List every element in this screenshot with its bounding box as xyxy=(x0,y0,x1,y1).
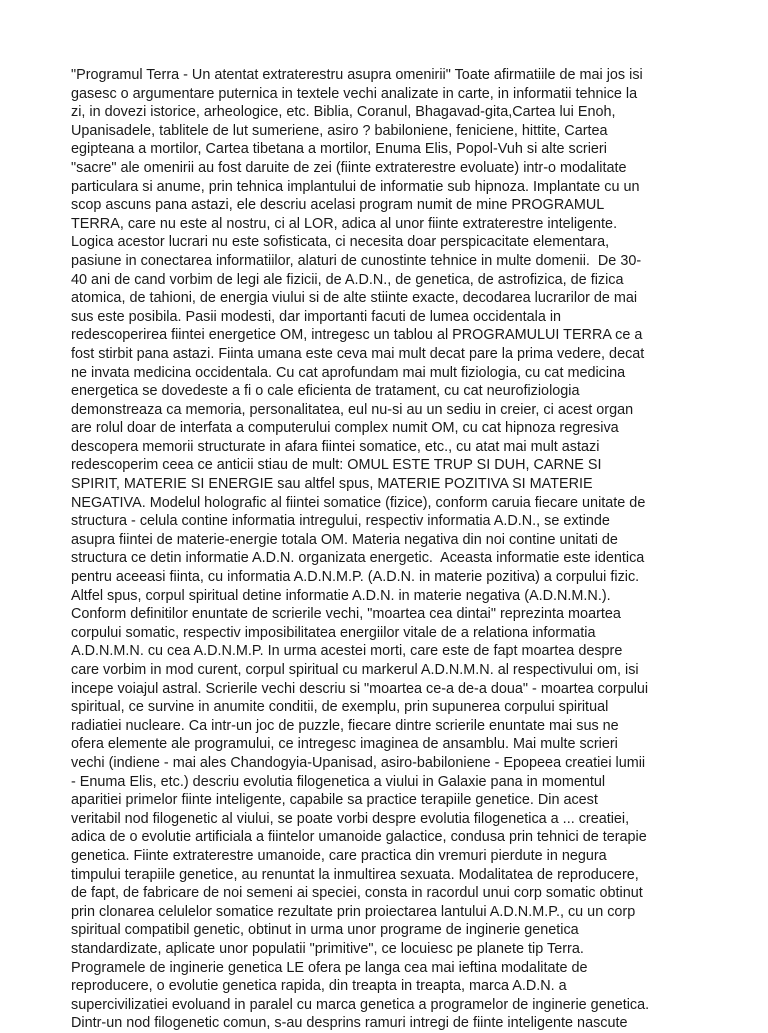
text-line: particulara si anume, prin tehnica implantului de informatie sub hipnoza. Implantate cu un xyxy=(71,178,640,195)
text-line: gasesc o argumentare puternica in textele vechi analizate in carte, in informatii tehnice la xyxy=(71,85,638,102)
text-line: redescoperirea fiintei energetice OM, intregesc un tablou al PROGRAMULUI TERRA ce a xyxy=(71,327,643,344)
text-line: Programele de inginerie genetica LE ofera pe langa cea mai ieftina modalitate de xyxy=(71,959,588,976)
text-line: Dintr-un nod filogenetic comun, s-au desprins ramuri intregi de fiinte inteligente nascute xyxy=(71,1015,628,1032)
text-line: Altfel spus, corpul spiritual detine informatie A.D.N. in materie negativa (A.D.N.M.N.). xyxy=(71,587,611,604)
text-line: radiatiei nucleare. Ca intr-un joc de puzzle, fiecare dintre scrierile enuntate mai sus ne xyxy=(71,717,619,734)
text-line: Logica acestor lucrari nu este sofisticata, ci necesita doar perspicacitate elementara, xyxy=(71,234,610,251)
text-line: genetica. Fiinte extraterestre umanoide, care practica din vremuri pierdute in negura xyxy=(71,847,607,864)
text-line: fost stirbit pana astazi. Fiinta umana este ceva mai mult decat pare la prima vedere, decat xyxy=(71,345,645,362)
text-line: energetica se dovedeste a fi o cale eficienta de tratament, cu cat neurofiziologia xyxy=(71,383,580,400)
text-line: descopera memorii structurate in afara fiintei somatice, etc., cu atat mai mult astazi xyxy=(71,438,600,455)
text-line: are rolul doar de interfata a computerului complex numit OM, cu cat hipnoza regresiva xyxy=(71,420,619,437)
text-line: adica de o evolutie artificiala a fiintelor umanoide galactice, condusa prin tehnici de terapie xyxy=(71,829,647,846)
text-line: NEGATIVA. Modelul holografic al fiintei somatice (fizice), conform caruia fiecare unitate de xyxy=(71,494,646,511)
text-line: prin clonarea celulelor somatice rezultate prin proiectarea lantului A.D.N.M.P., cu un corp xyxy=(71,903,636,920)
text-line: vechi (indiene - mai ales Chandogyia-Upanisad, asiro-babiloniene - Epopeea creatiei lumii xyxy=(71,754,646,771)
text-line: de fapt, de fabricare de noi semeni ai speciei, consta in racordul unui corp somatic obtinut xyxy=(71,885,643,902)
text-line: veritabil nod filogenetic al viului, se poate vorbi despre evolutia filogenetica a ... creatiei, xyxy=(71,810,630,827)
text-line: asupra fiintei de materie-energie totala OM. Materia negativa din noi contine unitati de xyxy=(71,531,618,548)
text-line: ne invata medicina occidentala. Cu cat aprofundam mai mult fiziologia, cu cat medicina xyxy=(71,364,626,381)
text-line: egipteana a mortilor, Cartea tibetana a mortilor, Enuma Elis, Popol-Vuh si alte scrieri xyxy=(71,141,607,158)
text-line: 40 ani de cand vorbim de legi ale fizicii, de A.D.N., de genetica, de astrofizica, de fizica xyxy=(71,271,624,288)
text-line: Upanisadele, tablitele de lut sumeriene, asiro ? babiloniene, feniciene, hittite, Cartea xyxy=(71,122,608,139)
text-line: atomica, de tahioni, de energia viului si de alte stiinte exacte, decodarea lucrarilor de mai xyxy=(71,290,638,307)
text-line: ofera elemente ale programului, ce intregesc imaginea de ansamblu. Mai multe scrieri xyxy=(71,736,618,753)
text-line: scop ascuns pana astazi, ele descriu acelasi program numit de mine PROGRAMUL xyxy=(71,197,605,214)
text-line: spiritual compatibil genetic, obtinut in urma unor programe de inginerie genetica xyxy=(71,922,579,939)
text-line: care vorbim in mod curent, corpul spiritual cu markerul A.D.N.M.N. al respectivului om, isi xyxy=(71,662,639,678)
text-line: spiritual, ce survine in anumite conditii, de exemplu, prin supunerea corpului spiritual xyxy=(71,699,609,716)
text-line: SPIRIT, MATERIE SI ENERGIE sau altfel spus, MATERIE POZITIVA SI MATERIE xyxy=(71,476,593,493)
text-line: demonstreaza ca memoria, personalitatea, eul nu-si au un sediu in creier, ci acest organ xyxy=(71,401,634,418)
text-line: "Programul Terra - Un atentat extraterestru asupra omenirii" Toate afirmatiile de mai jos isi xyxy=(71,67,643,83)
text-line: TERRA, care nu este al nostru, ci al LOR, adica al unor fiinte extraterestre inteligente. xyxy=(71,215,618,232)
text-line: corpului somatic, respectiv imposibilitatea energiilor vitale de a relationa informatia xyxy=(71,624,596,641)
text-line: structura - celula contine informatia intregului, respectiv informatia A.D.N., se extinde xyxy=(71,513,610,530)
text-line: A.D.N.M.N. cu cea A.D.N.M.P. In urma acestei morti, care este de fapt moartea despre xyxy=(71,643,623,660)
text-line: incepe voiajul astral. Scrierile vechi descriu si "moartea ce-a de-a doua" - moartea corpului xyxy=(71,680,649,697)
text-line: - Enuma Elis, etc.) descriu evolutia filogenetica a viului in Galaxie pana in momentul xyxy=(71,773,606,790)
text-line: Conform definitilor enuntate de scrierile vechi, "moartea cea dintai" reprezinta moartea xyxy=(71,606,621,623)
text-line: pentru aceeasi fiinta, cu informatia A.D.N.M.P. (A.D.N. in materie pozitiva) a corpului fizic. xyxy=(71,569,640,586)
text-line: structura ce detin informatie A.D.N. organizata energetic. Aceasta informatie este identica xyxy=(71,550,645,567)
text-line: "sacre" ale omenirii au fost daruite de zei (fiinte extraterestre evoluate) intr-o modalitate xyxy=(71,159,627,176)
text-line: reproducere, o evolutie genetica rapida, din treapta in treapta, marca A.D.N. a xyxy=(71,978,567,995)
text-line: timpului terapiile genetice, au renuntat la inmultirea sexuata. Modalitatea de reproducere, xyxy=(71,866,639,883)
text-line: zi, in dovezi istorice, arheologice, etc. Biblia, Coranul, Bhagavad-gita,Cartea lui Enoh, xyxy=(71,104,616,121)
text-line: sus este posibila. Pasii modesti, dar importanti facuti de lumea occidentala in xyxy=(71,308,562,325)
text-line: pasiune in conectarea informatiilor, alaturi de cunostinte tehnice in multe domenii. De 30- xyxy=(71,252,642,269)
text-line: aparitiei primelor fiinte inteligente, capabile sa practice terapiile genetice. Din acest xyxy=(71,792,598,809)
text-line: standardizate, aplicate unor populatii "primitive", ce locuiesc pe planete tip Terra. xyxy=(71,940,584,957)
text-line: supercivilizatiei evoluand in paralel cu marca genetica a programelor de inginerie genetica. xyxy=(71,996,650,1013)
text-line: redescoperim ceea ce anticii stiau de mult: OMUL ESTE TRUP SI DUH, CARNE SI xyxy=(71,457,602,474)
document-body-text xyxy=(71,66,768,1033)
